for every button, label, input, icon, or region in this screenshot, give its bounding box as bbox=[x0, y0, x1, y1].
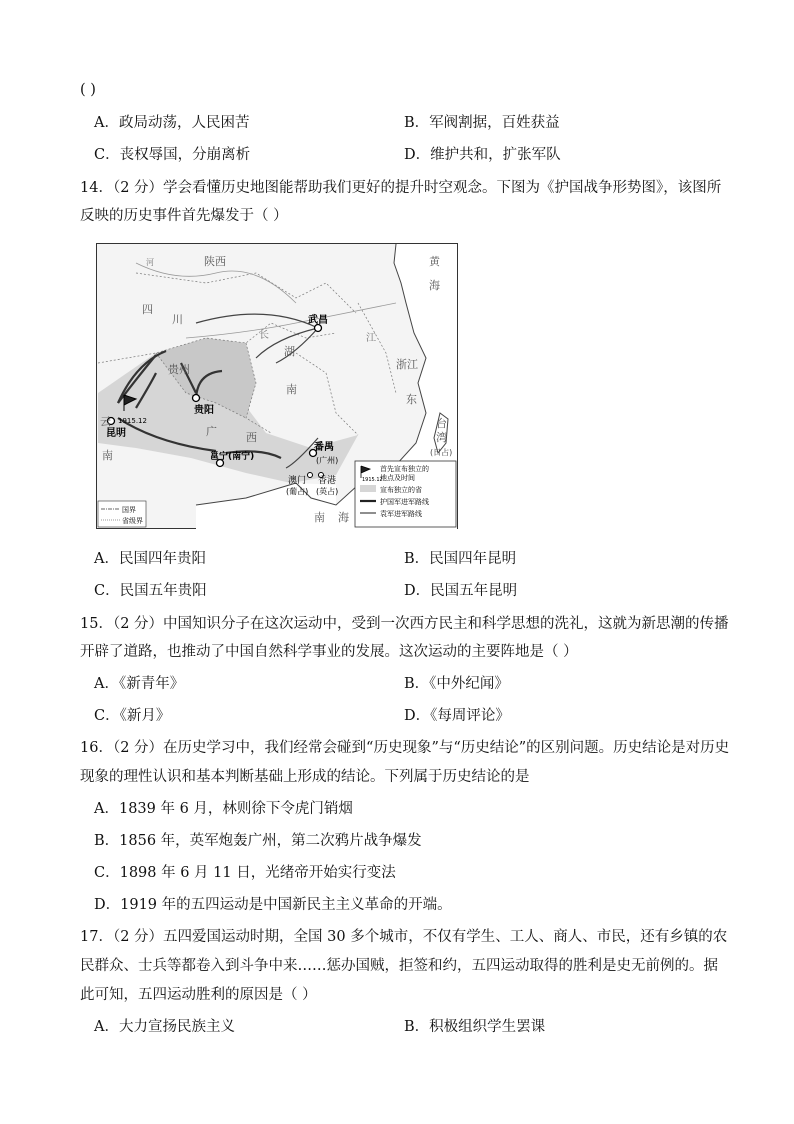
macao-marker bbox=[308, 473, 313, 478]
macao-label: 澳门 bbox=[288, 476, 307, 486]
province-si: 四 bbox=[142, 303, 153, 316]
river-chang: 长 bbox=[259, 330, 269, 341]
q13-option-a[interactable]: A．政局动荡，人民困苦 bbox=[94, 115, 250, 131]
map-legend bbox=[355, 461, 456, 527]
hongkong-label: 香港 bbox=[318, 476, 337, 486]
q13-option-b[interactable]: B．军阀割据，百姓获益 bbox=[404, 115, 560, 131]
panyu-label: 番禺 bbox=[314, 442, 334, 453]
province-guang: 广 bbox=[206, 425, 217, 438]
q15-option-b[interactable]: B．《中外纪闻》 bbox=[404, 676, 509, 692]
province-yun-nan: 南 bbox=[102, 449, 113, 462]
q15-stem-line1: 15．（2 分）中国知识分子在这次运动中，受到一次西方民主和科学思想的洗礼，这就为新思潮的传播 bbox=[80, 616, 729, 632]
legend-border: 国界 bbox=[122, 506, 136, 514]
legend-yuan: 袁军进军路线 bbox=[380, 510, 422, 518]
q16-option-b[interactable]: B．1856 年，英军炮轰广州，第二次鸦片战争爆发 bbox=[94, 833, 422, 849]
kunming-date: 1915.12 bbox=[118, 417, 147, 425]
q16-option-d[interactable]: D．1919 年的五四运动是中国新民主主义革命的开端。 bbox=[94, 897, 452, 913]
q14-stem-line2: 反映的历史事件首先爆发于（ ） bbox=[80, 208, 288, 224]
q14-option-b[interactable]: B．民国四年昆明 bbox=[404, 551, 517, 567]
province-shaanxi: 陕西 bbox=[204, 255, 226, 268]
province-zhejiang: 浙江 bbox=[396, 358, 418, 371]
province-xi: 西 bbox=[246, 431, 257, 444]
legend-province: 宣布独立的省 bbox=[380, 486, 422, 494]
q17-stem-line1: 17．（2 分）五四爱国运动时期，全国 30 多个城市，不仅有学生、工人、商人、市民，还有乡镇的农 bbox=[80, 929, 728, 945]
guiyang-marker bbox=[193, 395, 200, 402]
legend-first: 首先宣布独立的 bbox=[380, 465, 429, 473]
q17-stem-line3: 此可知，五四运动胜利的原因是（ ） bbox=[80, 987, 317, 1003]
guiyang-label: 贵阳 bbox=[194, 405, 214, 416]
q16-stem-line1: 16．（2 分）在历史学习中，我们经常会碰到“历史现象”与“历史结论”的区别问题。历史结论是对历史 bbox=[80, 740, 730, 756]
province-nan: 南 bbox=[286, 383, 297, 396]
legend-province-swatch bbox=[360, 485, 376, 492]
taiwan-label2: 湾 bbox=[436, 431, 447, 444]
province-hu: 湖 bbox=[284, 345, 295, 358]
province-yun: 云 bbox=[100, 415, 111, 428]
q15-stem-line2: 开辟了道路，也推动了中国自然科学事业的发展。这次运动的主要阵地是（ ） bbox=[80, 644, 578, 660]
q16-stem-line2: 现象的理性认识和基本判断基础上形成的结论。下列属于历史结论的是 bbox=[80, 769, 530, 785]
q13-option-d[interactable]: D．维护共和，扩张军队 bbox=[404, 147, 561, 163]
q14-option-c[interactable]: C．民国五年贵阳 bbox=[94, 583, 207, 599]
legend-huguo: 护国军进军路线 bbox=[380, 498, 429, 506]
q15-option-d[interactable]: D．《每周评论》 bbox=[404, 708, 510, 724]
q15-option-a[interactable]: A．《新青年》 bbox=[94, 676, 185, 692]
q16-option-c[interactable]: C．1898 年 6 月 11 日，光绪帝开始实行变法 bbox=[94, 865, 396, 881]
macao-note: (葡占) bbox=[286, 487, 309, 496]
q16-option-a[interactable]: A．1839 年 6 月，林则徐下令虎门销烟 bbox=[94, 801, 353, 817]
q13-option-c[interactable]: C．丧权辱国，分崩离析 bbox=[94, 147, 251, 163]
border-legend bbox=[98, 501, 146, 527]
q17-option-a[interactable]: A．大力宣扬民族主义 bbox=[94, 1019, 235, 1035]
legend-provborder: 省级界 bbox=[122, 517, 143, 525]
kunming-label: 昆明 bbox=[106, 428, 126, 439]
guangzhou-label: (广州) bbox=[316, 456, 339, 465]
q14-stem-line1: 14．（2 分）学会看懂历史地图能帮助我们更好的提升时空观念。下图为《护国战争形势图》，该图所 bbox=[80, 180, 722, 196]
legend-first2: 地点及时间 bbox=[380, 474, 415, 482]
sea-hai: 海 bbox=[429, 279, 440, 292]
province-dong: 东 bbox=[406, 393, 417, 406]
hongkong-note: (英占) bbox=[316, 487, 339, 496]
province-guizhou: 贵州 bbox=[168, 363, 190, 376]
q13-answer-paren: ( ) bbox=[80, 82, 96, 98]
sea-nan-hai: 海 bbox=[338, 511, 349, 524]
river-jiang: 江 bbox=[366, 333, 376, 344]
q17-stem-line2: 民群众、士兵等都卷入到斗争中来……惩办国贼，拒签和约，五四运动取得的胜利是史无前例的。据 bbox=[80, 958, 718, 974]
q17-option-b[interactable]: B．积极组织学生罢课 bbox=[404, 1019, 546, 1035]
sea-huang: 黄 bbox=[429, 255, 440, 268]
huguo-war-map bbox=[96, 243, 458, 529]
q15-option-c[interactable]: C．《新月》 bbox=[94, 708, 171, 724]
q14-option-d[interactable]: D．民国五年昆明 bbox=[404, 583, 518, 599]
q14-option-a[interactable]: A．民国四年贵阳 bbox=[94, 551, 206, 567]
legend-flag-date: 1915.12 bbox=[362, 477, 383, 483]
province-chuan: 川 bbox=[172, 313, 183, 326]
taiwan-label: 台 bbox=[436, 417, 447, 430]
sea-nan: 南 bbox=[314, 511, 325, 524]
wuchang-label: 武昌 bbox=[308, 315, 328, 326]
taiwan-occupied-note: (日占) bbox=[430, 448, 453, 457]
yongning-label: 邕宁(南宁) bbox=[210, 452, 255, 462]
river-he: 河 bbox=[146, 258, 154, 267]
